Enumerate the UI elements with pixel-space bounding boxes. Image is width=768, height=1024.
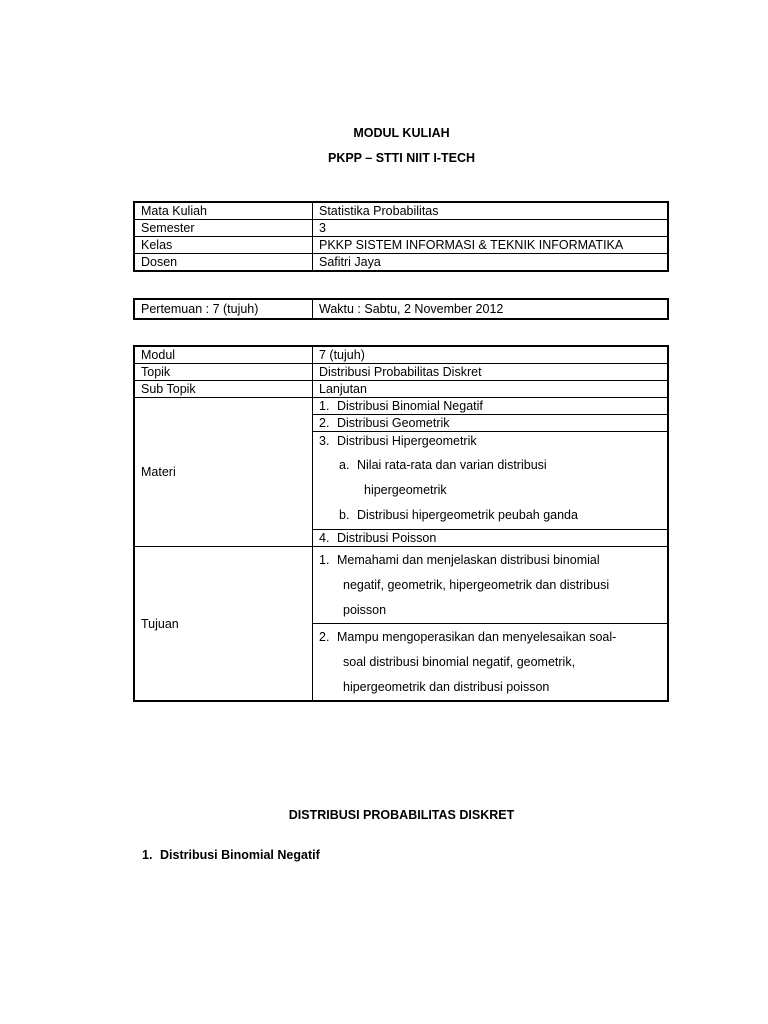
dosen-value: Safitri Jaya [313,254,669,272]
item-letter: a. [339,458,350,472]
table-row [134,364,668,381]
table-row [134,299,668,319]
table-row [134,202,668,220]
table-row [134,346,668,364]
semester-label: Semester [134,220,313,237]
tujuan-label: Tujuan [134,547,313,702]
topik-value: Distribusi Probabilitas Diskret [313,364,669,381]
mata-kuliah-value: Statistika Probabilitas [313,202,669,220]
table-row [134,237,668,254]
table-row [134,220,668,237]
item-number: 1. [319,553,330,567]
module-table [133,345,669,702]
institution-title: PKPP – STTI NIIT I-TECH [327,151,475,165]
table-row [134,398,668,415]
dosen-label: Dosen [134,254,313,272]
mata-kuliah-label: Mata Kuliah [134,202,313,220]
item-number: 2. [319,630,330,644]
topik-label: Topik [134,364,313,381]
heading-text: Distribusi Binomial Negatif [160,848,320,862]
table-row [134,254,668,272]
materi-item [313,398,669,415]
item-text: hipergeometrik dan distribusi poisson [343,680,550,694]
section-title: DISTRIBUSI PROBABILITAS DISKRET [288,808,515,822]
table-row [134,381,668,398]
item-text: Distribusi Hipergeometrik [337,434,477,448]
kelas-label: Kelas [134,237,313,254]
item-text: Distribusi hipergeometrik peubah ganda [357,508,578,522]
subtopik-label: Sub Topik [134,381,313,398]
materi-item [313,415,669,432]
item-text: Distribusi Binomial Negatif [337,399,483,413]
item-text: negatif, geometrik, hipergeometrik dan distribusi [343,578,610,592]
course-info-table [133,201,669,272]
item-number: 4. [319,531,330,545]
item-letter: b. [339,508,350,522]
subtopik-value: Lanjutan [313,381,669,398]
item-text: Distribusi Poisson [337,531,437,545]
item-text: poisson [343,603,387,617]
modul-value: 7 (tujuh) [313,346,669,364]
tujuan-item [313,624,669,702]
table-row [134,547,668,624]
section-heading [142,848,320,862]
modul-label: Modul [134,346,313,364]
item-text: Mampu mengoperasikan dan menyelesaikan soal- [337,630,617,644]
pertemuan-cell: Pertemuan : 7 (tujuh) [134,299,313,319]
semester-value: 3 [313,220,669,237]
item-text: Memahami dan menjelaskan distribusi binomial [337,553,600,567]
materi-label: Materi [134,398,313,547]
waktu-cell: Waktu : Sabtu, 2 November 2012 [313,299,669,319]
kelas-value: PKKP SISTEM INFORMASI & TEKNIK INFORMATIKA [313,237,669,254]
item-text: soal distribusi binomial negatif, geometrik, [343,655,576,669]
item-text: Distribusi Geometrik [337,416,450,430]
materi-item [313,432,669,530]
tujuan-item [313,547,669,624]
meeting-table [133,298,669,320]
item-continuation: hipergeometrik [364,483,447,497]
item-text: Nilai rata-rata dan varian distribusi [357,458,547,472]
item-number: 1. [319,399,330,413]
item-number: 3. [319,434,330,448]
materi-item [313,530,669,547]
item-number: 2. [319,416,330,430]
module-title: MODUL KULIAH [353,126,450,140]
heading-number: 1. [142,848,153,862]
